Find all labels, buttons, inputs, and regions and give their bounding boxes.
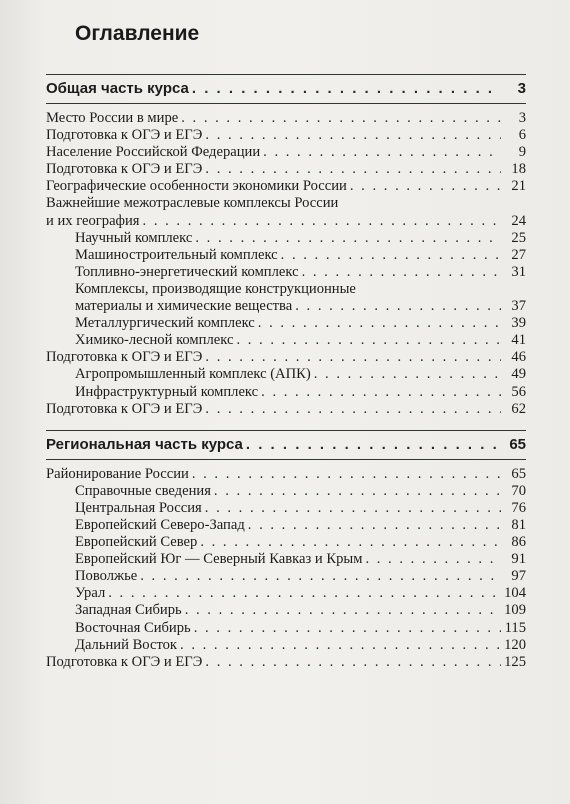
toc-entry[interactable] (46, 127, 526, 144)
entry-label: Западная Сибирь (75, 602, 182, 619)
toc-entry[interactable] (46, 298, 526, 315)
entry-label-continued: и их география (46, 212, 140, 229)
section-label: Общая часть курса (46, 80, 189, 97)
toc-entry[interactable] (46, 517, 526, 534)
leader-dots (205, 127, 501, 144)
leader-dots (140, 568, 501, 585)
leader-dots (192, 75, 501, 103)
entry-label: Центральная Россия (75, 499, 202, 516)
entry-label: Европейский Северо-Запад (75, 516, 245, 533)
entry-label: Поволжье (75, 568, 138, 585)
toc-entry[interactable] (46, 161, 526, 178)
entry-page-number: 49 (511, 366, 526, 383)
leader-dots (205, 654, 501, 671)
entry-label: Восточная Сибирь (75, 619, 191, 636)
leader-dots (281, 247, 501, 264)
entry-label: Агропромышленный комплекс (АПК) (75, 366, 311, 383)
entry-label-continued: материалы и химические вещества (75, 298, 293, 315)
section-label: Региональная часть курса (46, 435, 243, 453)
entry-label: Химико-лесной комплекс (75, 332, 234, 349)
toc-entry[interactable] (46, 264, 526, 281)
entry-label: Районирование России (46, 465, 189, 482)
entry-label: Европейский Север (75, 534, 198, 551)
entry-page-number: 104 (504, 585, 526, 602)
entry-label: Подготовка к ОГЭ и ЕГЭ (46, 349, 203, 366)
entry-page-number: 21 (511, 178, 526, 195)
toc-entry[interactable] (46, 500, 526, 517)
leader-dots (248, 517, 501, 534)
toc-entry[interactable] (46, 213, 526, 230)
toc-entry[interactable] (46, 401, 526, 418)
entry-label: Металлургический комплекс (75, 315, 255, 332)
leader-dots (314, 366, 501, 383)
entry-page-number: 109 (504, 602, 526, 619)
toc-entry[interactable] (46, 654, 526, 671)
toc-entry-line1[interactable] (46, 195, 526, 212)
entry-page-number: 6 (518, 127, 526, 144)
section-spacer (46, 418, 526, 428)
section-page-number: 3 (517, 80, 526, 97)
entry-page-number: 91 (511, 551, 526, 568)
toc-section-heading[interactable] (46, 74, 526, 104)
toc-entry[interactable] (46, 110, 526, 127)
entry-page-number: 97 (511, 568, 526, 585)
entry-label: Дальний Восток (75, 636, 178, 653)
toc-entry[interactable] (46, 585, 526, 602)
leader-dots (263, 144, 501, 161)
toc-entry[interactable] (46, 466, 526, 483)
toc-entry[interactable] (46, 534, 526, 551)
toc-entry[interactable] (46, 602, 526, 619)
leader-dots (205, 401, 501, 418)
entry-label: Подготовка к ОГЭ и ЕГЭ (46, 161, 203, 178)
entry-label: Географические особенности экономики России (46, 178, 347, 195)
entry-page-number: 65 (511, 465, 526, 482)
entry-page-number: 46 (511, 349, 526, 366)
leader-dots (185, 602, 501, 619)
leader-dots (194, 620, 501, 637)
entry-label: Научный комплекс (75, 229, 193, 246)
entry-label: Европейский Юг — Северный Кавказ и Крым (75, 551, 363, 568)
entry-page-number: 25 (511, 229, 526, 246)
entry-page-number: 3 (518, 110, 526, 126)
table-of-contents (46, 74, 526, 671)
toc-entry[interactable] (46, 315, 526, 332)
leader-dots (295, 298, 501, 315)
leader-dots (365, 551, 501, 568)
entry-label: Подготовка к ОГЭ и ЕГЭ (46, 400, 203, 417)
toc-section-heading[interactable] (46, 430, 526, 460)
leader-dots (205, 500, 501, 517)
entry-label: Население Российской Федерации (46, 144, 261, 161)
leader-dots (108, 585, 501, 602)
entry-page-number: 18 (511, 161, 526, 178)
entry-label: Подготовка к ОГЭ и ЕГЭ (46, 127, 203, 144)
toc-entry[interactable] (46, 230, 526, 247)
leader-dots (195, 230, 501, 247)
entry-page-number: 27 (511, 246, 526, 263)
leader-dots (258, 315, 501, 332)
leader-dots (246, 431, 501, 459)
toc-entry[interactable] (46, 366, 526, 383)
entry-page-number: 120 (504, 636, 526, 653)
leader-dots (143, 213, 501, 230)
entry-page-number: 70 (511, 482, 526, 499)
page-title: Оглавление (75, 22, 200, 45)
leader-dots (200, 534, 501, 551)
entry-page-number: 41 (511, 332, 526, 349)
leader-dots (261, 384, 501, 401)
entry-page-number: 125 (504, 653, 526, 670)
leader-dots (350, 178, 501, 195)
entry-page-number: 86 (511, 534, 526, 551)
entry-page-number: 37 (511, 298, 526, 315)
entry-page-number: 115 (504, 619, 526, 636)
leader-dots (205, 161, 501, 178)
leader-dots (205, 349, 501, 366)
toc-entry[interactable] (46, 551, 526, 568)
leader-dots (214, 483, 501, 500)
toc-entry[interactable] (46, 637, 526, 654)
entry-label: Подготовка к ОГЭ и ЕГЭ (46, 653, 203, 670)
entry-label: Место России в мире (46, 110, 179, 126)
entry-page-number: 56 (511, 383, 526, 400)
entry-page-number: 31 (511, 263, 526, 280)
toc-entry[interactable] (46, 178, 526, 195)
section-page-number: 65 (509, 435, 526, 453)
toc-entry[interactable] (46, 247, 526, 264)
entry-label: Комплексы, производящие конструкционные (75, 280, 356, 297)
toc-entry-line1[interactable] (46, 281, 526, 298)
entry-label: Машиностроительный комплекс (75, 246, 278, 263)
toc-entry[interactable] (46, 349, 526, 366)
entry-page-number: 39 (511, 315, 526, 332)
leader-dots (302, 264, 501, 281)
entry-label: Инфраструктурный комплекс (75, 383, 259, 400)
entry-label: Справочные сведения (75, 482, 211, 499)
toc-entry[interactable] (46, 384, 526, 401)
entry-page-number: 24 (511, 212, 526, 229)
entry-label: Урал (75, 585, 106, 602)
leader-dots (192, 466, 501, 483)
entry-label: Важнейшие межотраслевые комплексы России (46, 195, 339, 212)
entry-page-number: 62 (511, 400, 526, 417)
leader-dots (180, 637, 501, 654)
leader-dots (181, 110, 501, 127)
toc-entry[interactable] (46, 483, 526, 500)
entry-label: Топливно-энергетический комплекс (75, 263, 299, 280)
toc-entry[interactable] (46, 568, 526, 585)
entry-page-number: 76 (511, 499, 526, 516)
entry-page-number: 9 (518, 144, 526, 161)
toc-entry[interactable] (46, 144, 526, 161)
leader-dots (236, 332, 501, 349)
toc-entry[interactable] (46, 332, 526, 349)
toc-entry[interactable] (46, 620, 526, 637)
entry-page-number: 81 (511, 516, 526, 533)
